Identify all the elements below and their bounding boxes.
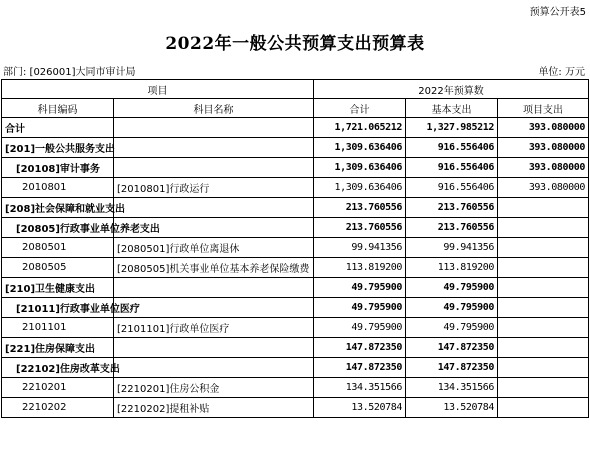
table-number-tag: 预算公开表5 — [529, 7, 586, 18]
row-project — [498, 238, 589, 258]
row-code: [210]卫生健康支出 — [2, 278, 114, 298]
row-project: 393.080000 — [498, 138, 589, 158]
row-basic: 916.556406 — [406, 138, 498, 158]
row-code: 合计 — [2, 118, 114, 138]
row-name — [114, 278, 314, 298]
row-code: [20108]审计事务 — [2, 158, 114, 178]
row-name — [114, 138, 314, 158]
row-code: 2080501 — [2, 238, 114, 258]
row-name: [2101101]行政单位医疗 — [114, 318, 314, 338]
header-total: 合计 — [314, 99, 406, 118]
table-row — [2, 218, 589, 238]
header-row-top — [2, 80, 589, 99]
row-basic: 213.760556 — [406, 198, 498, 218]
header-basic: 基本支出 — [406, 99, 498, 118]
row-name — [114, 358, 314, 378]
row-total: 49.795900 — [314, 318, 406, 338]
row-total: 213.760556 — [314, 218, 406, 238]
table-row — [2, 278, 589, 298]
header-project: 项目 — [2, 80, 314, 99]
row-project: 393.080000 — [498, 158, 589, 178]
table-row — [2, 138, 589, 158]
row-name: [2210201]住房公积金 — [114, 378, 314, 398]
header-name: 科目名称 — [114, 99, 314, 118]
header-code: 科目编码 — [2, 99, 114, 118]
row-project — [498, 338, 589, 358]
table-row — [2, 258, 589, 278]
row-basic: 49.795900 — [406, 278, 498, 298]
row-total: 134.351566 — [314, 378, 406, 398]
row-total: 113.819200 — [314, 258, 406, 278]
row-basic: 147.872350 — [406, 358, 498, 378]
row-basic: 49.795900 — [406, 318, 498, 338]
header-budget-year: 2022年预算数 — [314, 80, 589, 99]
row-project — [498, 278, 589, 298]
row-total: 99.941356 — [314, 238, 406, 258]
row-basic: 13.520784 — [406, 398, 498, 418]
row-basic: 99.941356 — [406, 238, 498, 258]
row-code: 2010801 — [2, 178, 114, 198]
row-basic: 1,327.985212 — [406, 118, 498, 138]
row-project: 393.080000 — [498, 178, 589, 198]
table-row — [2, 178, 589, 198]
table-row — [2, 198, 589, 218]
row-project — [498, 358, 589, 378]
row-basic: 916.556406 — [406, 178, 498, 198]
table-row — [2, 318, 589, 338]
table-row — [2, 378, 589, 398]
header-row-columns — [2, 99, 589, 118]
row-code: [221]住房保障支出 — [2, 338, 114, 358]
row-project: 393.080000 — [498, 118, 589, 138]
table-row — [2, 158, 589, 178]
row-code: 2210202 — [2, 398, 114, 418]
unit-label: 单位: 万元 — [538, 67, 585, 78]
row-total: 1,309.636406 — [314, 138, 406, 158]
row-basic: 134.351566 — [406, 378, 498, 398]
table-row — [2, 398, 589, 418]
row-project — [498, 378, 589, 398]
row-basic: 49.795900 — [406, 298, 498, 318]
table-row — [2, 298, 589, 318]
row-total: 213.760556 — [314, 198, 406, 218]
row-basic: 113.819200 — [406, 258, 498, 278]
row-name: [2210202]提租补贴 — [114, 398, 314, 418]
row-basic: 213.760556 — [406, 218, 498, 238]
row-name — [114, 198, 314, 218]
table-row — [2, 238, 589, 258]
row-code: [20805]行政事业单位养老支出 — [2, 218, 114, 238]
page-title: 2022年一般公共预算支出预算表 — [165, 34, 425, 54]
row-total: 147.872350 — [314, 358, 406, 378]
row-total: 13.520784 — [314, 398, 406, 418]
row-project — [498, 218, 589, 238]
row-code: [208]社会保障和就业支出 — [2, 198, 114, 218]
row-name: [2080505]机关事业单位基本养老保险缴费 — [114, 258, 314, 278]
row-project — [498, 318, 589, 338]
row-code: 2101101 — [2, 318, 114, 338]
budget-table — [1, 79, 589, 418]
row-basic: 916.556406 — [406, 158, 498, 178]
row-total: 49.795900 — [314, 298, 406, 318]
header-project-expense: 项目支出 — [498, 99, 589, 118]
table-row-total — [2, 118, 589, 138]
row-name: [2010801]行政运行 — [114, 178, 314, 198]
row-basic: 147.872350 — [406, 338, 498, 358]
row-project — [498, 398, 589, 418]
department-label: 部门: [026001]大同市审计局 — [3, 67, 136, 78]
row-name — [114, 118, 314, 138]
row-project — [498, 258, 589, 278]
row-name — [114, 298, 314, 318]
row-code: [201]一般公共服务支出 — [2, 138, 114, 158]
row-project — [498, 198, 589, 218]
row-name — [114, 158, 314, 178]
row-total: 1,309.636406 — [314, 158, 406, 178]
row-name: [2080501]行政单位离退休 — [114, 238, 314, 258]
row-code: 2080505 — [2, 258, 114, 278]
row-total: 147.872350 — [314, 338, 406, 358]
row-code: [22102]住房改革支出 — [2, 358, 114, 378]
row-total: 1,309.636406 — [314, 178, 406, 198]
row-total: 49.795900 — [314, 278, 406, 298]
row-code: [21011]行政事业单位医疗 — [2, 298, 114, 318]
row-code: 2210201 — [2, 378, 114, 398]
row-project — [498, 298, 589, 318]
table-row — [2, 338, 589, 358]
row-total: 1,721.065212 — [314, 118, 406, 138]
row-name — [114, 338, 314, 358]
table-row — [2, 358, 589, 378]
